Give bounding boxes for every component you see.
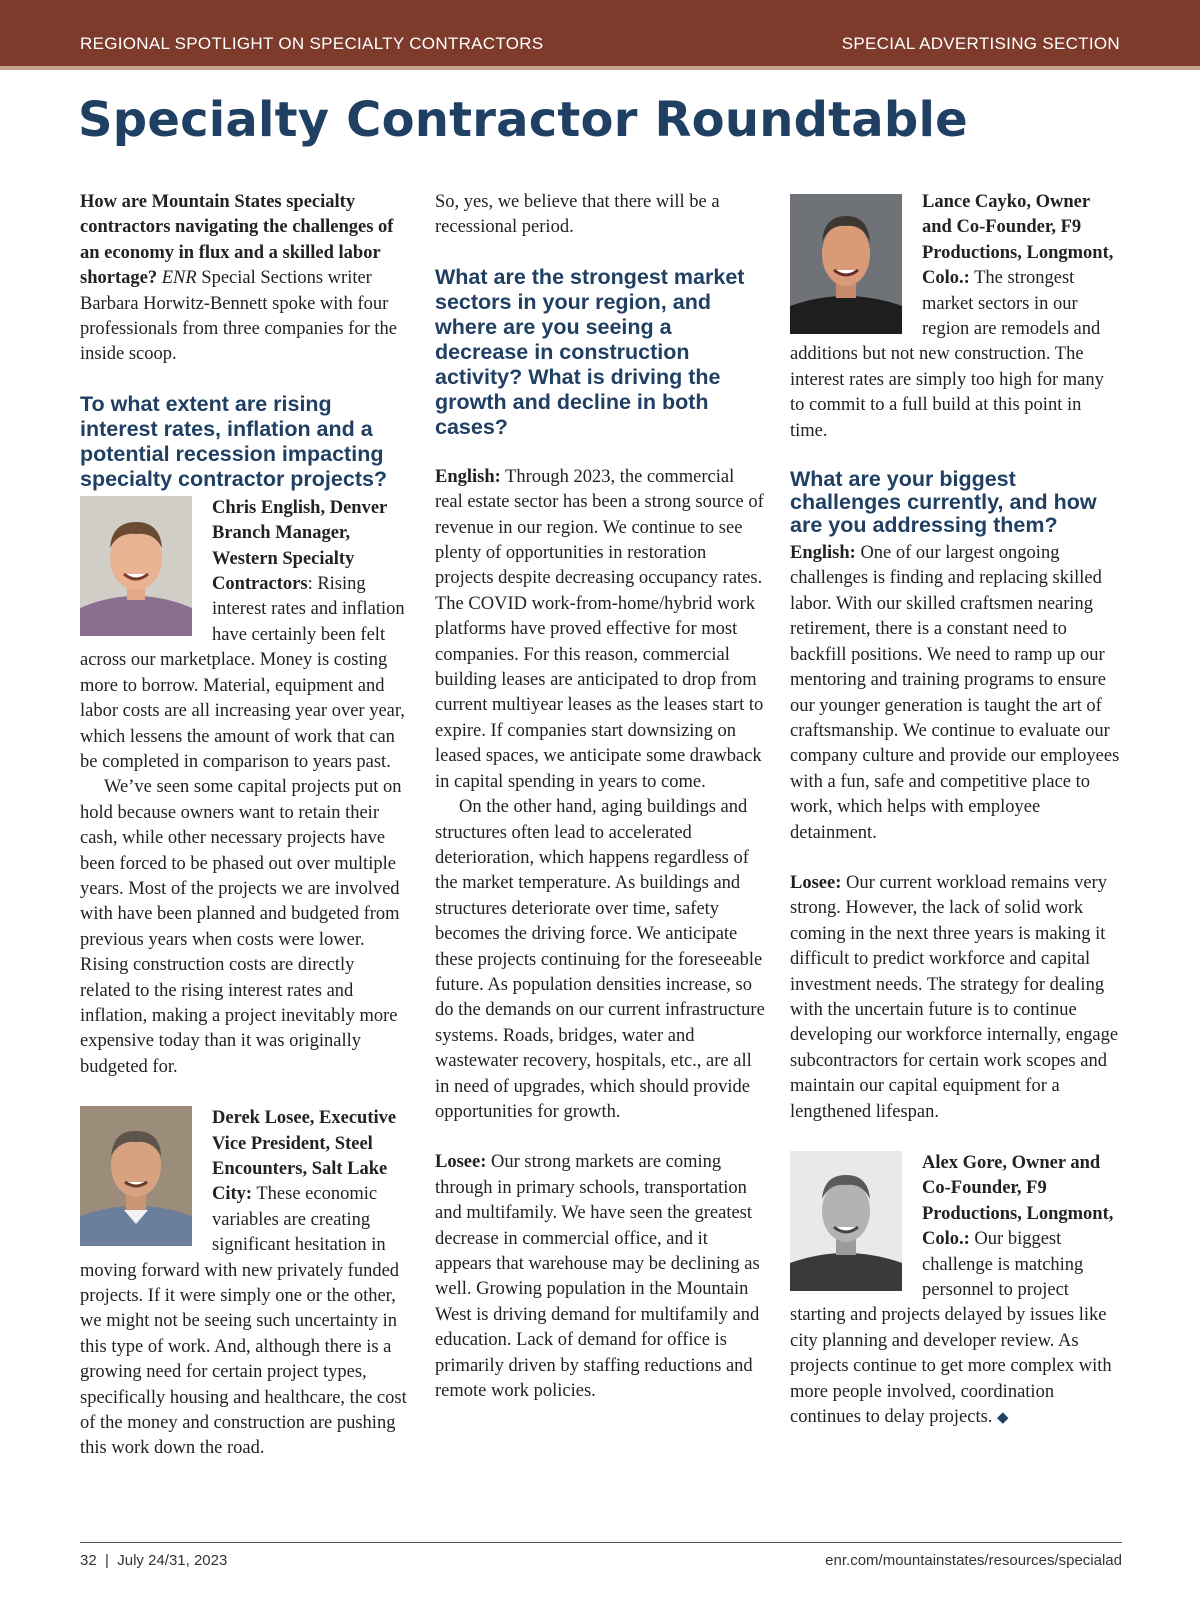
- english-answer-2: [435, 465, 765, 795]
- english-name: Chris English, Denver Branch Manager, Western Specialty Contractors: [212, 497, 387, 595]
- english-answer-3: [790, 541, 1122, 846]
- gore-text: Our biggest challenge is matching personnel to project starting and projects delayed by issues like city planning and developer review. As projects continue to get more complex with more people involved, coordination continues to delay projects.: [790, 1229, 1112, 1428]
- cayko-text: The strongest market sectors in our region are remodels and additions but not new construction. The interest rates are simply too high for many to commit to a full build at this point in time.: [790, 268, 1104, 441]
- losee-answer-3: [790, 871, 1122, 1125]
- intro-question: How are Mountain States specialty contractors navigating the challenges of an economy in flux and a skilled labor shortage?: [80, 192, 394, 289]
- question-3-heading: What are your biggest challenges currently, and how are you addressing them?: [790, 467, 1097, 538]
- portrait-icon: [790, 194, 902, 334]
- portrait-icon: [80, 496, 192, 636]
- photo-lance-cayko: [790, 194, 902, 334]
- section-label: REGIONAL SPOTLIGHT ON SPECIALTY CONTRACTORS: [80, 34, 544, 53]
- question-2-heading: What are the strongest market sectors in your region, and where are you seeing a decrease in construction activity? What is driving the growth and decline in both cases?: [435, 264, 745, 439]
- english-answer-2-p2: On the other hand, aging buildings and structures often lead to accelerated deterioration, which happens regardless of the market temperature. As buildings and structures deteriorate over time, safety becomes the driving force. We anticipate these projects continuing for the foreseeable future. As population densities increase, so do the demands on our current infrastructure systems. Roads, bridges, water and wastewater recovery, hospitals, etc., are all in need of upgrades, which should provide opportunities for growth.: [435, 797, 765, 1122]
- losee-text: These economic variables are creating significant hesitation in moving forward with new privately funded projects. If it were simply one or the other, we might not be seeing such uncertainty in this type of work. And, although there is a growing need for certain project types, specifically housing and healthcare, the cost of the money and construction are pushing this work down the road.: [80, 1184, 407, 1459]
- english-label: English:: [435, 466, 501, 487]
- advertising-label: SPECIAL ADVERTISING SECTION: [841, 34, 1120, 53]
- column-3: [790, 190, 1122, 1431]
- losee-text: Our strong markets are coming through in primary schools, transportation and multifamily. We have seen the greatest decrease in commercial office, and it appears that warehouse may be declining as well. Growing population in the Mountain West is driving demand for multifamily and education. Lack of demand for office is primarily driven by staffing reductions and remote work policies.: [435, 1152, 760, 1402]
- end-diamond-icon: ◆: [997, 1410, 1009, 1427]
- column-2: [435, 190, 765, 1404]
- losee-answer-1-p2: So, yes, we believe that there will be a recessional period.: [435, 192, 720, 238]
- header-divider: [0, 66, 1200, 70]
- page-title: Specialty Contractor Roundtable: [78, 92, 968, 148]
- question-1-heading: To what extent are rising interest rates, inflation and a potential recession impacting specialty contractor projects?: [80, 391, 388, 491]
- cayko-name: Lance Cayko, Owner and Co-Founder, F9 Productions, Longmont, Colo.:: [922, 192, 1114, 289]
- header-bar: [0, 0, 1200, 66]
- portrait-icon: [80, 1106, 192, 1246]
- english-text: One of our largest ongoing challenges is finding and replacing skilled labor. With our skilled craftsmen nearing retirement, there is a constant need to backfill positions. We need to ramp up our mentoring and training programs to ensure our younger generation is taught the art of craftsmanship. We continue to evaluate our company culture and provide our employees with a fun, safe and competitive place to work, which helps with employee detainment.: [790, 543, 1120, 843]
- footer-url[interactable]: enr.com/mountainstates/resources/specialad: [825, 1552, 1122, 1569]
- photo-derek-losee: [80, 1106, 192, 1246]
- photo-chris-english: [80, 496, 192, 636]
- english-answer-1-p2: We’ve seen some capital projects put on hold because owners want to retain their cash, while other necessary projects have been forced to be phased out over multiple years. Most of the projects we are involved with have been planned and budgeted from previous years when costs were lower. Rising construction costs are directly related to the rising interest rates and inflation, making a project inevitably more expensive today than it was originally budgeted for.: [80, 777, 402, 1077]
- column-1: [80, 190, 408, 1462]
- page-number-date: 32 | July 24/31, 2023: [80, 1552, 228, 1569]
- intro-text: Special Sections writer Barbara Horwitz-Bennett spoke with four professionals from three companies for the inside scoop.: [80, 268, 397, 365]
- photo-alex-gore: [790, 1151, 902, 1291]
- losee-name: Derek Losee, Executive Vice President, Steel Encounters, Salt Lake City:: [212, 1108, 397, 1205]
- portrait-icon: [790, 1151, 902, 1291]
- losee-label: Losee:: [790, 872, 842, 893]
- gore-name: Alex Gore, Owner and Co-Founder, F9 Productions, Longmont, Colo.:: [922, 1153, 1114, 1250]
- losee-label: Losee:: [435, 1152, 487, 1173]
- intro-paragraph: [80, 190, 408, 368]
- english-label: English:: [790, 543, 856, 564]
- enr-label: ENR: [161, 268, 197, 289]
- footer-divider: [80, 1542, 1122, 1543]
- english-text: : Rising interest rates and inflation have certainly been felt across our marketplace. Money is costing more to borrow. Material, equipment and labor costs are all increasing year over year, which lessens the amount of work that can be completed in comparison to years past.: [80, 574, 405, 772]
- losee-text: Our current workload remains very strong. However, the lack of solid work coming in the next three years is making it difficult to predict workforce and capital investment needs. The strategy for dealing with the uncertain future is to continue developing our workforce internally, engage subcontractors for certain work scopes and maintain our capital equipment for a lengthened lifespan.: [790, 872, 1119, 1122]
- losee-answer-2: [435, 1150, 765, 1404]
- english-text: Through 2023, the commercial real estate sector has been a strong source of revenue in our region. We continue to see plenty of opportunities in restoration projects despite decreasing occupancy rates. The COVID work-from-home/hybrid work platforms have proved effective for most companies. For this reason, commercial building leases are anticipated to drop from current multiyear leases as the leases start to expire. If companies start downsizing on leased spaces, we anticipate some drawback in capital spending in years to come.: [435, 466, 764, 792]
